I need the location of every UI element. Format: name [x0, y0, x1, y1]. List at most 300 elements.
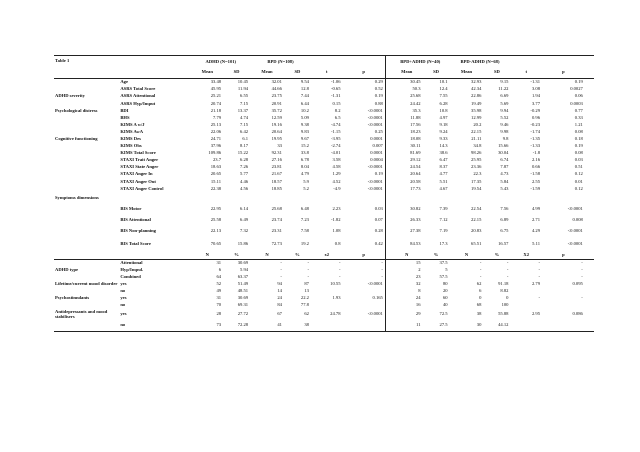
cell-value: 22.3 — [473, 171, 482, 177]
cell-value: 29 — [415, 311, 421, 317]
table-row — [54, 288, 594, 295]
cell-value: 13.37 — [237, 107, 249, 113]
cell-value: <0.0001 — [367, 185, 383, 191]
cell-value: <0.0001 — [367, 121, 383, 127]
cell-value: 18.08 — [410, 136, 421, 141]
cell-value: 7.58 — [300, 227, 309, 233]
cell-value: 72.28 — [223, 320, 250, 332]
cell-value: 3.77 — [531, 100, 540, 106]
cell-value: 0.33 — [574, 114, 583, 120]
cell-value: - — [538, 274, 540, 280]
cell-value: 0.88 — [374, 100, 383, 106]
column-header-row — [54, 67, 594, 79]
cell-value — [343, 320, 386, 332]
section-label — [54, 114, 119, 121]
cell-value — [542, 320, 585, 332]
table-row — [54, 295, 594, 302]
column-header: % — [284, 252, 311, 260]
group-header-bpd-no-adhd: BPD-ADHD (N=68) — [450, 56, 511, 68]
cell-value: 0.19 — [574, 79, 583, 85]
cell-value: 38 — [476, 311, 482, 317]
cell-value: 18.63 — [210, 164, 222, 170]
cell-value: 2.23 — [332, 205, 341, 211]
table-title: Table 1 — [54, 56, 192, 68]
column-header: Mean — [450, 67, 484, 79]
row-end — [585, 237, 594, 252]
row-label: Combined — [120, 274, 141, 280]
cell-value: - — [307, 266, 309, 272]
cell-value: 8.82 — [500, 288, 509, 294]
row-label: yes — [120, 281, 127, 287]
cell-value: 12.8 — [300, 86, 309, 92]
cell-value: 5.77 — [240, 171, 249, 177]
row-end — [585, 288, 594, 295]
cell-value: 1.08 — [332, 227, 341, 233]
cell-value: 11.94 — [237, 86, 249, 92]
cell-value — [284, 193, 311, 204]
cell-value — [510, 320, 542, 332]
cell-value: -3.95 — [330, 136, 341, 141]
cell-value: 10.55 — [330, 281, 341, 287]
cell-value: 24.54 — [410, 164, 421, 170]
cell-value: -1.82 — [330, 216, 341, 222]
column-header: t — [311, 67, 343, 79]
cell-value: 84.53 — [410, 240, 421, 246]
cell-value: 0.51 — [574, 164, 583, 170]
column-header: % — [223, 252, 250, 260]
cell-value: - — [338, 266, 341, 272]
cell-value: 94 — [277, 281, 282, 287]
cell-value: 0.03 — [574, 157, 583, 163]
table-row — [54, 100, 594, 107]
cell-value: 5.11 — [532, 240, 540, 246]
cell-value: 6.89 — [500, 216, 509, 222]
cell-value: - — [479, 274, 482, 280]
cell-value: 60 — [442, 295, 448, 301]
cell-value: 32 — [415, 281, 421, 287]
column-header: p — [542, 67, 585, 79]
cell-value: 0.007 — [372, 143, 383, 149]
cell-value: 4.52 — [332, 178, 341, 184]
row-end — [585, 107, 594, 114]
table-row — [54, 178, 594, 185]
section-label: ADHD type — [55, 266, 79, 272]
column-header: SD — [284, 67, 311, 79]
cell-value: 5.94 — [240, 266, 249, 272]
section-label — [54, 288, 119, 295]
cell-value: 6.49 — [240, 216, 249, 222]
cell-value: 7.56 — [500, 205, 509, 211]
cell-value: 45.95 — [210, 86, 222, 92]
row-label: STAXI Anger Control — [120, 185, 164, 191]
row-end — [585, 171, 594, 178]
cell-value: 4.46 — [240, 178, 249, 184]
cell-value: -0.23 — [530, 121, 540, 127]
cell-value: 31 — [216, 259, 222, 265]
column-header-row — [54, 252, 594, 260]
cell-value: 22.13 — [210, 227, 222, 233]
cell-value: 20.2 — [473, 121, 482, 127]
cell-value: 30.69 — [237, 259, 249, 265]
cell-value: - — [506, 259, 509, 265]
section-label — [54, 204, 119, 215]
cell-value — [311, 320, 343, 332]
cell-value: 35.3 — [412, 107, 421, 113]
row-end — [585, 320, 594, 332]
table-row — [54, 143, 594, 150]
cell-value: 40 — [442, 302, 448, 308]
cell-value: - — [581, 274, 583, 280]
section-label — [54, 129, 119, 136]
cell-value: 1.94 — [531, 93, 540, 99]
row-label: STAXI State Anger — [120, 164, 159, 170]
cell-value: <0.0001 — [367, 281, 383, 287]
table-row — [54, 114, 594, 121]
cell-value: 0.29 — [374, 79, 383, 85]
row-end — [585, 114, 594, 121]
cell-value — [311, 302, 343, 309]
cell-value: 30.04 — [498, 150, 509, 156]
cell-value: 2 — [418, 266, 421, 272]
cell-value: 4.29 — [531, 227, 540, 233]
cell-value: <0.0001 — [367, 164, 383, 170]
table-row — [54, 185, 594, 192]
group-header-blank — [510, 56, 594, 68]
cell-value: 62 — [304, 311, 309, 317]
cell-value: 0.12 — [574, 185, 583, 191]
cell-value: 6.1 — [242, 136, 249, 141]
row-label: Attentional — [120, 259, 143, 265]
cell-value: 10.8 — [439, 107, 448, 113]
table-row — [54, 171, 594, 178]
cell-value: 50.3 — [412, 86, 421, 92]
row-end — [585, 122, 594, 129]
cell-value: 9.15 — [500, 79, 509, 85]
row-end — [585, 129, 594, 136]
column-header: SD — [423, 67, 450, 79]
row-end — [585, 143, 594, 150]
section-label: Antidepressants and mood stabilisers — [55, 309, 108, 319]
cell-value: 34.8 — [473, 143, 482, 149]
column-header: % — [483, 252, 510, 260]
section-label — [54, 86, 119, 93]
cell-value: 25.68 — [271, 205, 282, 211]
cell-value: 91.18 — [498, 281, 509, 287]
row-label: KIMS Des — [120, 136, 141, 141]
column-header: % — [423, 252, 450, 260]
cell-value — [311, 193, 343, 204]
table-row — [54, 150, 594, 157]
cell-value: 0.0027 — [570, 86, 583, 92]
cell-value: 7.87 — [500, 164, 509, 170]
cell-value — [423, 193, 450, 204]
row-end — [585, 164, 594, 171]
cell-value: 29.12 — [410, 157, 421, 163]
cell-value: 0.095 — [572, 281, 583, 287]
table-row — [54, 281, 594, 288]
cell-value: 6.14 — [240, 205, 249, 211]
cell-value: -4.01 — [330, 150, 341, 156]
column-header: p — [343, 252, 386, 260]
column-header: SD — [223, 67, 250, 79]
cell-value: -0.65 — [330, 86, 341, 92]
cell-value: 0.28 — [374, 227, 383, 233]
row-label: ASRS Attentional — [120, 93, 156, 99]
row-end — [585, 185, 594, 192]
cell-value: 23.36 — [471, 164, 482, 170]
cell-value: <0.0001 — [367, 114, 383, 120]
cell-value: 21.11 — [471, 136, 482, 141]
cell-value: 30 — [450, 320, 484, 332]
cell-value: 18.85 — [271, 185, 282, 191]
cell-value: 15.2 — [300, 143, 309, 149]
cell-value: 9.94 — [500, 107, 509, 113]
cell-value: 11 — [391, 320, 423, 332]
row-label: BDI — [120, 107, 129, 113]
cell-value: 30.11 — [410, 143, 421, 149]
cell-value: 19.49 — [471, 100, 482, 106]
cell-value — [510, 302, 542, 309]
row-label: no — [120, 302, 126, 308]
cell-value: 24.78 — [330, 311, 341, 317]
cell-value: 68 — [476, 302, 482, 308]
cell-value: 26.33 — [410, 216, 421, 222]
cell-value: 8.2 — [334, 107, 341, 113]
cell-value: 37.5 — [439, 259, 448, 265]
cell-value: 23 — [415, 274, 421, 280]
cell-value: 48.51 — [237, 288, 249, 294]
cell-value: 0.08 — [574, 128, 583, 134]
cell-value: 0.96 — [531, 114, 540, 120]
cell-value: 3.08 — [531, 86, 540, 92]
column-header: N — [391, 252, 423, 260]
cell-value: -1.35 — [530, 136, 540, 141]
cell-value: 4.79 — [300, 171, 309, 177]
cell-value: 70.65 — [210, 240, 222, 246]
cell-value: 14.3 — [439, 143, 448, 149]
cell-value: <0.0001 — [367, 311, 383, 317]
row-label: STAXI Anger Out — [120, 178, 156, 184]
row-label: BHS — [120, 114, 130, 120]
cell-value: 10.45 — [237, 79, 249, 85]
cell-value: 24.42 — [410, 100, 421, 106]
cell-value: 2.95 — [531, 311, 540, 317]
row-label: KIMS A w/J — [120, 121, 145, 127]
row-end — [585, 150, 594, 157]
cell-value: 20.83 — [471, 227, 482, 233]
cell-value: 0 — [479, 295, 482, 301]
cell-value: 22.54 — [471, 205, 482, 211]
section-label: Lifetime/current mood disorder — [55, 281, 118, 287]
cell-value: -4.74 — [330, 121, 341, 127]
cell-value: 6.48 — [300, 205, 309, 211]
cell-value: 42.34 — [471, 86, 482, 92]
table-row — [54, 157, 594, 164]
row-label — [119, 193, 191, 204]
cell-value: - — [506, 274, 509, 280]
group-header-blank — [311, 56, 385, 68]
cell-value: 70 — [216, 302, 222, 308]
group-header-row — [54, 56, 594, 68]
cell-value: <0.0001 — [567, 227, 583, 233]
cell-value: 0.15 — [332, 100, 341, 106]
cell-value: - — [338, 259, 341, 265]
cell-value: 6.42 — [240, 128, 249, 134]
section-label — [54, 122, 119, 129]
cell-value: 0.19 — [374, 171, 383, 177]
cell-value: 0.52 — [374, 86, 383, 92]
row-end — [585, 267, 594, 274]
cell-value: 30.69 — [237, 295, 249, 301]
cell-value: 10.1 — [439, 79, 448, 85]
cell-value: 100 — [501, 302, 509, 308]
table-row — [54, 237, 594, 252]
cell-value: 72.73 — [271, 240, 282, 246]
table-row — [54, 122, 594, 129]
cell-value: 22.86 — [471, 93, 482, 99]
section-label: Psychostimulants — [55, 295, 90, 301]
cell-value: 8.17 — [240, 143, 249, 149]
cell-value: - — [381, 266, 383, 272]
section-label: Symptoms dimensions — [55, 194, 99, 200]
cell-value: 12.99 — [471, 114, 482, 120]
cell-value: 4.74 — [240, 114, 249, 120]
cell-value: 8 — [418, 288, 421, 294]
cell-value: 0.42 — [374, 240, 383, 246]
cell-value — [483, 193, 510, 204]
section-label — [54, 185, 119, 192]
cell-value: 77.8 — [300, 302, 309, 308]
cell-value: 5.43 — [500, 185, 509, 191]
cell-value: 17.56 — [410, 121, 421, 127]
section-label: ADHD severity — [55, 93, 85, 99]
column-header: x2 — [311, 252, 343, 260]
cell-value: 6.28 — [439, 100, 448, 106]
cell-value: 4.97 — [439, 114, 448, 120]
cell-value: 22.95 — [210, 205, 222, 211]
cell-value: 1.21 — [574, 121, 583, 127]
cell-value: 80 — [442, 281, 448, 287]
cell-value: 33 — [277, 143, 282, 149]
cell-value: 15.22 — [237, 150, 249, 156]
section-label — [54, 320, 119, 332]
cell-value: 10.2 — [300, 107, 309, 113]
row-label: KIMS AwA — [120, 128, 144, 134]
cell-value: 22.2 — [300, 295, 309, 301]
cell-value: 0.0003 — [570, 100, 583, 106]
cell-value: - — [479, 259, 482, 265]
section-label: Cognitive functioning — [55, 135, 98, 141]
cell-value: 9.8 — [502, 136, 509, 141]
cell-value: 22.06 — [210, 128, 222, 134]
section-label — [54, 237, 119, 252]
cell-value: -1.74 — [530, 128, 540, 134]
cell-value: 38 — [284, 320, 311, 332]
row-end — [585, 79, 594, 87]
cell-value: 5.51 — [439, 178, 448, 184]
table-row — [54, 204, 594, 215]
table-row — [54, 267, 594, 274]
cell-value: 20.74 — [210, 100, 222, 106]
cell-value — [343, 193, 386, 204]
cell-value: 9.46 — [500, 121, 509, 127]
cell-value: 9.83 — [300, 128, 309, 134]
cell-value: -1.33 — [530, 143, 540, 149]
row-end — [585, 86, 594, 93]
table-row — [54, 309, 594, 320]
cell-value: 27.16 — [271, 157, 282, 163]
cell-value: 0.8 — [334, 240, 341, 246]
cell-value: 24 — [415, 295, 421, 301]
cell-value: 25.21 — [210, 93, 222, 99]
cell-value: 35.72 — [271, 107, 282, 113]
cell-value: - — [506, 266, 509, 272]
row-label: Age — [120, 79, 129, 85]
cell-value: 22.38 — [210, 185, 222, 191]
section-label — [54, 164, 119, 171]
row-label: KIMS Total Score — [120, 150, 156, 156]
cell-value: 0.01 — [574, 178, 583, 184]
group-header-adhd: ADHD (N=101) — [192, 56, 251, 68]
cell-value: 0.12 — [574, 171, 583, 177]
cell-value: 32.01 — [271, 79, 282, 85]
cell-value: 0.06 — [574, 93, 583, 99]
row-end — [585, 259, 594, 267]
column-header: t — [510, 67, 542, 79]
cell-value: 37.96 — [210, 143, 222, 149]
cell-value: -1.15 — [330, 128, 341, 134]
table-row — [54, 226, 594, 237]
cell-value: 0.0004 — [370, 157, 383, 163]
cell-value: 6.28 — [240, 157, 249, 163]
section-label: Psychological distress — [55, 107, 98, 113]
row-end — [585, 178, 594, 185]
row-end — [585, 302, 594, 309]
row-end — [585, 295, 594, 302]
cell-value: 72.5 — [439, 311, 448, 317]
cell-value: - — [280, 274, 282, 280]
row-label: KIMS Obs — [120, 143, 142, 149]
column-header: X2 — [510, 252, 542, 260]
cell-value: -1.8 — [532, 150, 540, 156]
cell-value: 63.37 — [237, 274, 249, 280]
section-label — [54, 79, 119, 87]
cell-value: 17.35 — [471, 178, 482, 184]
table-row — [54, 302, 594, 309]
cell-value: -0.29 — [530, 107, 540, 113]
cell-value: 20.65 — [210, 171, 222, 177]
cell-value: 6.78 — [300, 157, 309, 163]
cell-value: 52 — [216, 281, 222, 287]
cell-value: 35.98 — [471, 107, 482, 113]
cell-value: 4.58 — [332, 164, 341, 170]
cell-value: -2.74 — [330, 143, 341, 149]
cell-value: 23.31 — [271, 227, 282, 233]
section-label — [54, 274, 119, 281]
row-end — [585, 100, 594, 107]
cell-value: 0.08 — [574, 150, 583, 156]
cell-value: - — [479, 266, 482, 272]
cell-value: 6.74 — [500, 157, 509, 163]
cell-value: 5.09 — [300, 114, 309, 120]
cell-value: 7.39 — [439, 205, 448, 211]
cell-value: 98.26 — [471, 150, 482, 156]
cell-value — [510, 288, 542, 295]
cell-value: 20.64 — [410, 171, 421, 177]
document-page — [54, 55, 594, 390]
cell-value: 20 — [442, 288, 448, 294]
cell-value: 0.0001 — [370, 150, 383, 156]
